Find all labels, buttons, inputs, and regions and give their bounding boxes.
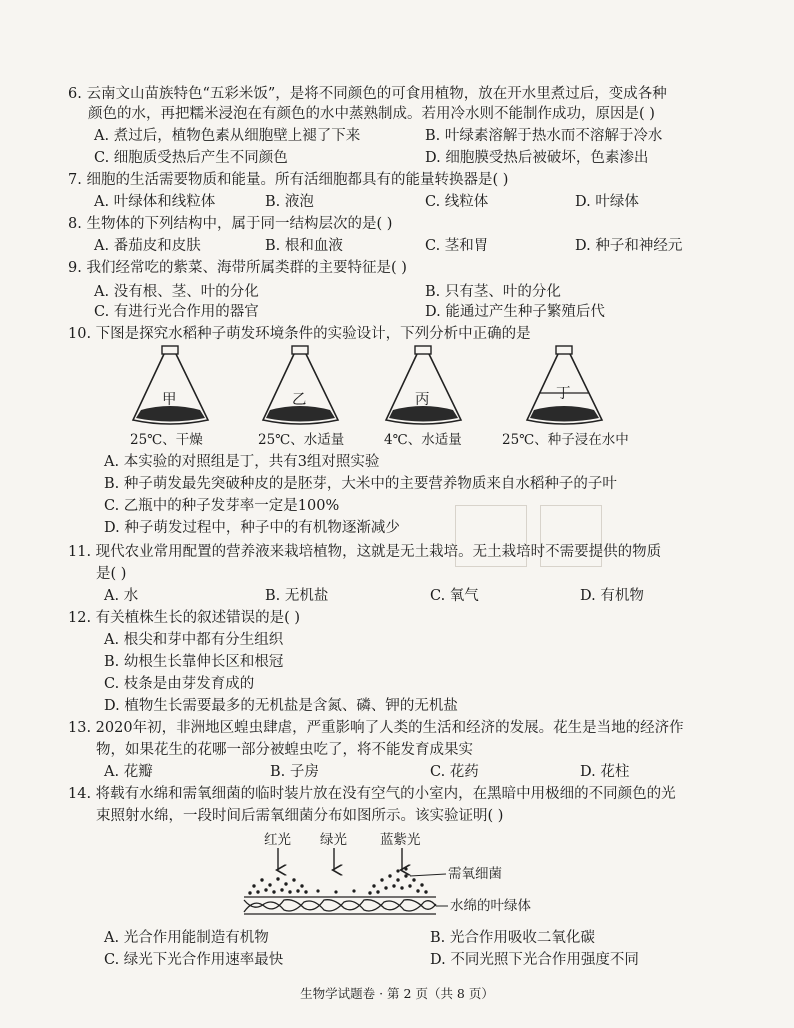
- q10-option-d: D. 种子萌发过程中，种子中的有机物逐渐减少: [104, 520, 400, 536]
- q7-stem: 7. 细胞的生活需要物质和能量。所有活细胞都具有的能量转换器是( ): [68, 172, 509, 188]
- flask-label-ding: 丁: [556, 386, 571, 402]
- q13-stem-line1: 13. 2020年初，非洲地区蝗虫肆虐，严重影响了人类的生活和经济的发展。花生是当地的经济作: [68, 720, 684, 736]
- q13-stem-line2: 物，如果花生的花哪一部分被蝗虫吃了，将不能发育成果实: [96, 742, 473, 758]
- label-blue-violet-light: 蓝紫光: [380, 832, 421, 848]
- q11-option-a: A. 水: [104, 588, 139, 604]
- flask-caption-ding: 25℃、种子浸在水中: [502, 432, 629, 448]
- flask-caption-yi: 25℃、水适量: [258, 432, 345, 448]
- q9-option-a: A. 没有根、茎、叶的分化: [94, 284, 259, 300]
- flask-label-yi: 乙: [292, 392, 307, 408]
- flask-label-jia: 甲: [162, 392, 177, 408]
- q13-option-b: B. 子房: [270, 764, 319, 780]
- q9-option-d: D. 能通过产生种子繁殖后代: [425, 304, 605, 320]
- q10-stem: 10. 下图是探究水稻种子萌发环境条件的实验设计，下列分析中正确的是: [68, 326, 531, 342]
- q6-stem-line2: 颜色的水，再把糯米浸泡在有颜色的水中蒸熟制成。若用冷水则不能制作成功，原因是( ): [88, 106, 655, 122]
- q8-option-d: D. 种子和神经元: [575, 238, 683, 254]
- q6-option-c: C. 细胞质受热后产生不同颜色: [94, 150, 288, 166]
- q13-option-d: D. 花柱: [580, 764, 630, 780]
- q14-stem-line1: 14. 将载有水绵和需氧细菌的临时装片放在没有空气的小室内，在黑暗中用极细的不同颜色的光: [68, 786, 676, 802]
- q11-option-c: C. 氧气: [430, 588, 479, 604]
- q10-option-b: B. 种子萌发最先突破种皮的是胚芽，大米中的主要营养物质来自水稻种子的子叶: [104, 476, 617, 492]
- q7-option-c: C. 线粒体: [425, 194, 489, 210]
- q7-option-a: A. 叶绿体和线粒体: [94, 194, 216, 210]
- q12-option-c: C. 枝条是由芽发育成的: [104, 676, 255, 692]
- q8-option-c: C. 茎和胃: [425, 238, 489, 254]
- label-chloroplast: 水绵的叶绿体: [450, 898, 531, 914]
- q6-stem-line1: 6. 云南文山苗族特色“五彩米饭”，是将不同颜色的可食用植物，放在开水里煮过后，变成各种: [68, 86, 667, 102]
- q6-option-b: B. 叶绿素溶解于热水而不溶解于冷水: [425, 128, 663, 144]
- q6-option-d: D. 细胞膜受热后被破坏，色素渗出: [425, 150, 649, 166]
- q14-stem-line2: 束照射水绵，一段时间后需氧细菌分布如图所示。该实验证明( ): [96, 808, 504, 824]
- label-aerobic-bacteria: 需氧细菌: [448, 866, 502, 882]
- q8-option-a: A. 番茄皮和皮肤: [94, 238, 201, 254]
- q10-option-c: C. 乙瓶中的种子发芽率一定是100%: [104, 498, 340, 514]
- q8-stem: 8. 生物体的下列结构中，属于同一结构层次的是( ): [68, 216, 393, 232]
- q10-option-a: A. 本实验的对照组是丁，共有3组对照实验: [104, 454, 380, 470]
- q14-option-d: D. 不同光照下光合作用强度不同: [430, 952, 639, 968]
- q12-stem: 12. 有关植株生长的叙述错误的是( ): [68, 610, 301, 626]
- spirogyra-chloroplast: [244, 897, 436, 914]
- flask-caption-jia: 25℃、干燥: [130, 432, 203, 448]
- q7-option-d: D. 叶绿体: [575, 194, 639, 210]
- q7-option-b: B. 液泡: [265, 194, 314, 210]
- q14-option-b: B. 光合作用吸收二氧化碳: [430, 930, 595, 946]
- q12-option-b: B. 幼根生长靠伸长区和根冠: [104, 654, 284, 670]
- q12-option-d: D. 植物生长需要最多的无机盐是含氮、磷、钾的无机盐: [104, 698, 458, 714]
- q8-option-b: B. 根和血液: [265, 238, 343, 254]
- q14-option-a: A. 光合作用能制造有机物: [104, 930, 269, 946]
- q13-option-a: A. 花瓣: [104, 764, 153, 780]
- label-green-light: 绿光: [320, 832, 347, 848]
- flask-label-bing: 丙: [415, 392, 430, 408]
- label-red-light: 红光: [264, 832, 291, 848]
- q9-option-c: C. 有进行光合作用的器官: [94, 304, 259, 320]
- q11-stem-line2: 是( ): [96, 566, 127, 582]
- q11-stem-line1: 11. 现代农业常用配置的营养液来栽培植物，这就是无土栽培。无土栽培时不需要提供的物质: [68, 544, 662, 560]
- q9-stem: 9. 我们经常吃的紫菜、海带所属类群的主要特征是( ): [68, 260, 407, 276]
- q14-option-c: C. 绿光下光合作用速率最快: [104, 952, 284, 968]
- page-footer: 生物学试题卷 · 第 2 页（共 8 页）: [300, 986, 494, 1001]
- q11-option-b: B. 无机盐: [265, 588, 329, 604]
- q6-option-a: A. 煮过后，植物色素从细胞壁上褪了下来: [94, 128, 361, 144]
- q9-option-b: B. 只有茎、叶的分化: [425, 284, 561, 300]
- q11-option-d: D. 有机物: [580, 588, 644, 604]
- q13-option-c: C. 花药: [430, 764, 479, 780]
- q12-option-a: A. 根尖和芽中都有分生组织: [104, 632, 284, 648]
- bacteria-dots: [248, 867, 427, 894]
- flask-caption-bing: 4℃、水适量: [384, 432, 462, 448]
